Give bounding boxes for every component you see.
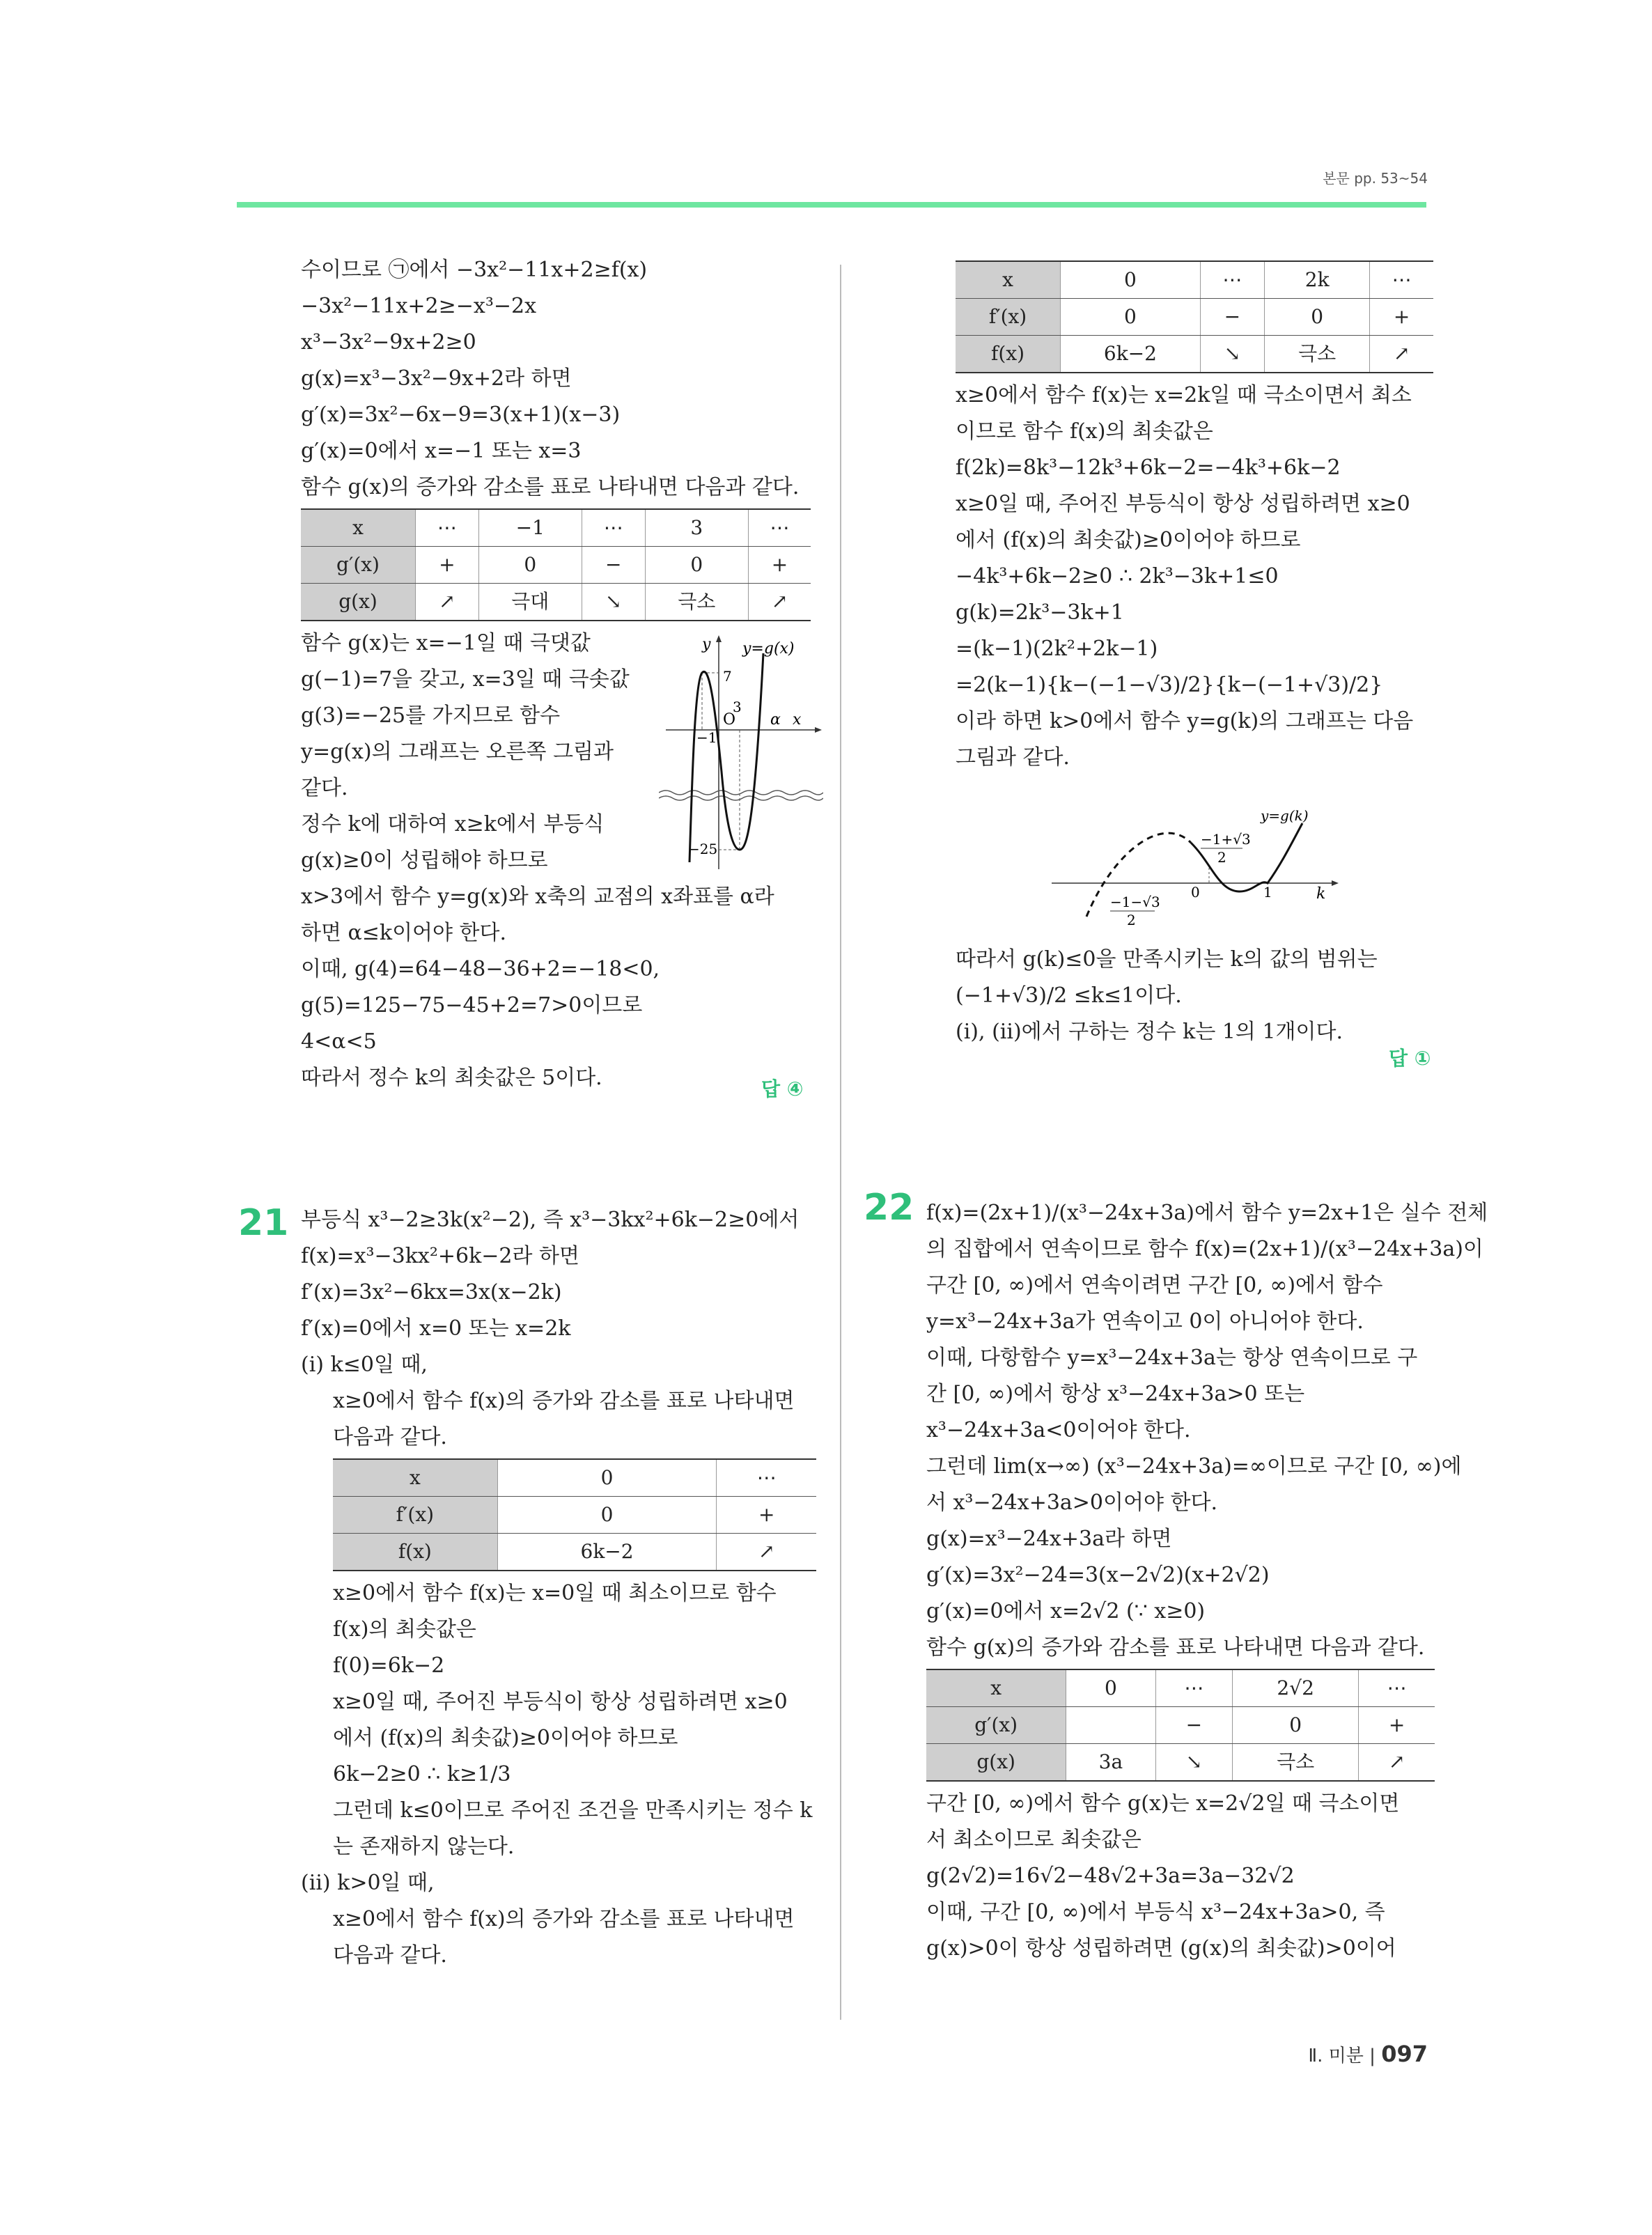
text-line: (ⅰ) k≤0일 때, — [301, 1353, 428, 1377]
page-reference: 본문 pp. 53~54 — [1323, 170, 1428, 187]
text-line: 서 x³−24x+3a>0이어야 한다. — [926, 1490, 1217, 1515]
problem-number: 22 — [864, 1187, 914, 1229]
text-line: f′(x)=3x²−6kx=3x(x−2k) — [301, 1280, 562, 1305]
gk-graph — [1052, 801, 1344, 940]
text-line: 이므로 함수 f(x)의 최솟값은 — [956, 419, 1213, 444]
footer-section: Ⅱ. 미분 | — [1308, 2046, 1382, 2066]
table-row — [956, 261, 1433, 299]
table-cell: + — [748, 547, 811, 584]
table-row — [301, 584, 811, 621]
text-line: g′(x)=3x²−24=3(x−2√2)(x+2√2) — [926, 1563, 1270, 1587]
table-cell: ⋯ — [416, 509, 479, 547]
row-header: x — [333, 1459, 497, 1497]
text-line: 부등식 x³−2≥3k(x²−2), 즉 x³−3kx²+6k−2≥0에서 — [301, 1208, 800, 1232]
table-cell: 6k−2 — [497, 1534, 717, 1571]
text-line: 다음과 같다. — [333, 1425, 447, 1449]
variation-table-g-22 — [926, 1669, 1435, 1782]
table-row — [956, 299, 1433, 336]
text-line: 그림과 같다. — [956, 745, 1070, 770]
text-line: f(x)=x³−3kx²+6k−2라 하면 — [301, 1244, 579, 1268]
origin-label: O — [723, 711, 736, 729]
text-line: 4<α<5 — [301, 1029, 377, 1054]
table-cell: 0 — [497, 1459, 717, 1497]
text-line: =(k−1)(2k²+2k−1) — [956, 637, 1158, 661]
curve-label: y=g(k) — [1261, 807, 1309, 824]
tick-3: 3 — [733, 699, 742, 715]
table-row — [956, 336, 1433, 373]
table-row — [301, 547, 811, 584]
tick-7: 7 — [723, 668, 732, 685]
variation-table-g — [301, 508, 811, 621]
text-line: g(2√2)=16√2−48√2+3a=3a−32√2 — [926, 1864, 1295, 1888]
table-cell: ⋯ — [717, 1459, 816, 1497]
table-cell: + — [717, 1497, 816, 1534]
text-line: 그런데 lim(x→∞) (x³−24x+3a)=∞이므로 구간 [0, ∞)에 — [926, 1454, 1462, 1479]
row-header: f′(x) — [333, 1497, 497, 1534]
table-cell: + — [1359, 1707, 1435, 1744]
variation-table-f-case1 — [333, 1458, 816, 1571]
root-positive-num: −1+√3 — [1201, 831, 1251, 848]
axis-y-label: y — [702, 636, 711, 653]
solution-lines — [956, 377, 1436, 776]
problem-number: 21 — [238, 1202, 289, 1244]
table-cell: 극대 — [478, 584, 582, 621]
tick-minus1: −1 — [696, 729, 717, 746]
solution-lines — [926, 1786, 1436, 1967]
table-cell: 극소 — [1233, 1744, 1359, 1782]
text-line: 정수 k에 대하여 x≥k에서 부등식 — [301, 812, 605, 836]
text-line: 에서 (f(x)의 최솟값)≥0이어야 하므로 — [956, 528, 1301, 552]
table-cell: −1 — [478, 509, 582, 547]
text-line: 따라서 정수 k의 최솟값은 5이다. — [301, 1066, 602, 1090]
text-line: g(3)=−25를 가지므로 함수 — [301, 703, 561, 728]
text-line: 서 최소이므로 최솟값은 — [926, 1828, 1141, 1852]
solution-lines — [301, 1383, 816, 1456]
answer-label: 답 ④ — [761, 1077, 804, 1100]
solution-lines — [926, 1195, 1488, 1666]
table-cell: 0 — [1265, 299, 1370, 336]
axis-x-label: x — [793, 711, 802, 729]
table-row — [926, 1744, 1435, 1782]
one-label: 1 — [1263, 884, 1272, 901]
header-rule — [237, 202, 1426, 208]
text-line: f(0)=6k−2 — [333, 1653, 445, 1678]
text-line: x≥0에서 함수 f(x)는 x=0일 때 최소이므로 함수 — [333, 1581, 777, 1605]
text-line: 함수 g(x)의 증가와 감소를 표로 나타내면 다음과 같다. — [926, 1635, 1425, 1660]
table-cell: ↘ — [582, 584, 645, 621]
text-line: =2(k−1){k−(−1−√3)/2}{k−(−1+√3)/2} — [956, 673, 1383, 697]
table-cell: 0 — [1061, 261, 1201, 299]
table-cell: 2√2 — [1233, 1669, 1359, 1707]
text-line: g(−1)=7을 갖고, x=3일 때 극솟값 — [301, 667, 630, 692]
right-top-column — [956, 260, 1436, 776]
column-divider — [840, 265, 841, 2020]
row-header: f′(x) — [956, 299, 1061, 336]
right-top-column-bottom — [956, 942, 1436, 1050]
text-line: f(x)=(2x+1)/(x³−24x+3a)에서 함수 y=2x+1은 실수 전체 — [926, 1201, 1488, 1225]
table-cell: 0 — [497, 1497, 717, 1534]
text-line: g(5)=125−75−45+2=7>0이므로 — [301, 993, 643, 1018]
text-line: x≥0에서 함수 f(x)의 증가와 감소를 표로 나타내면 — [333, 1389, 795, 1413]
text-line: 같다. — [301, 776, 348, 800]
problem-22-column — [926, 1195, 1488, 1967]
text-line: g(x)≥0이 성립해야 하므로 — [301, 848, 548, 873]
table-cell: − — [1200, 299, 1264, 336]
table-cell: 0 — [1233, 1707, 1359, 1744]
text-line: 이때, 다항함수 y=x³−24x+3a는 항상 연속이므로 구 — [926, 1346, 1418, 1370]
k-axis-label: k — [1316, 885, 1326, 903]
text-line: 6k−2≥0 ∴ k≥1/3 — [333, 1762, 511, 1786]
text-line: x≥0에서 함수 f(x)는 x=2k일 때 극소이면서 최소 — [956, 383, 1412, 407]
text-line: x>3에서 함수 y=g(x)와 x축의 교점의 x좌표를 α라 — [301, 885, 774, 909]
row-header: x — [956, 261, 1061, 299]
table-cell: 0 — [645, 547, 748, 584]
text-line: 구간 [0, ∞)에서 함수 g(x)는 x=2√2일 때 극소이면 — [926, 1791, 1400, 1816]
table-cell: 극소 — [645, 584, 748, 621]
text-line: f(x)의 최솟값은 — [333, 1617, 476, 1642]
table-cell: 3a — [1066, 1744, 1155, 1782]
text-line: g(k)=2k³−3k+1 — [956, 600, 1124, 625]
table-row — [301, 509, 811, 547]
text-line: g′(x)=0에서 x=2√2 (∵ x≥0) — [926, 1599, 1206, 1623]
table-cell: ↘ — [1200, 336, 1264, 373]
tick-minus25: −25 — [688, 841, 718, 857]
row-header: x — [301, 509, 416, 547]
text-line: 그런데 k≤0이므로 주어진 조건을 만족시키는 정수 k — [333, 1798, 813, 1823]
answer-label: 답 ① — [1389, 1047, 1431, 1070]
table-cell: 6k−2 — [1061, 336, 1201, 373]
table-cell: ⋯ — [1200, 261, 1264, 299]
row-header: g′(x) — [301, 547, 416, 584]
root-negative-num: −1−√3 — [1110, 894, 1160, 910]
table-cell: ⋯ — [748, 509, 811, 547]
table-row — [926, 1707, 1435, 1744]
text-line: x≥0에서 함수 f(x)의 증가와 감소를 표로 나타내면 — [333, 1907, 795, 1931]
text-line: (−1+√3)/2 ≤k≤1이다. — [956, 983, 1182, 1008]
text-line: 의 집합에서 연속이므로 함수 f(x)=(2x+1)/(x³−24x+3a)이 — [926, 1237, 1483, 1261]
row-header: f(x) — [333, 1534, 497, 1571]
text-line: 이때, 구간 [0, ∞)에서 부등식 x³−24x+3a>0, 즉 — [926, 1900, 1385, 1924]
table-cell: − — [1155, 1707, 1233, 1744]
table-cell: ↗ — [748, 584, 811, 621]
text-line: g′(x)=3x²−6x−9=3(x+1)(x−3) — [301, 403, 621, 427]
text-line: 하면 α≤k이어야 한다. — [301, 921, 507, 945]
text-line: −3x²−11x+2≥−x³−2x — [301, 294, 536, 318]
text-line: g(x)>0이 항상 성립하려면 (g(x)의 최솟값)>0이어 — [926, 1936, 1396, 1961]
row-header: g(x) — [926, 1744, 1066, 1782]
table-cell: ⋯ — [1155, 1669, 1233, 1707]
curve-label: y=g(x) — [742, 640, 795, 657]
text-line: 함수 g(x)는 x=−1일 때 극댓값 — [301, 631, 591, 655]
text-line: g(x)=x³−3x²−9x+2라 하면 — [301, 366, 572, 391]
table-cell: ↗ — [1370, 336, 1433, 373]
text-line: g′(x)=0에서 x=−1 또는 x=3 — [301, 439, 582, 463]
table-cell: ⋯ — [1359, 1669, 1435, 1707]
solution-lines — [956, 942, 1436, 1050]
table-cell: 극소 — [1265, 336, 1370, 373]
text-line: x³−3x²−9x+2≥0 — [301, 330, 476, 355]
solution-lines — [301, 625, 663, 879]
text-line: 간 [0, ∞)에서 항상 x³−24x+3a>0 또는 — [926, 1382, 1305, 1406]
text-line: x³−24x+3a<0이어야 한다. — [926, 1418, 1191, 1442]
table-row — [333, 1497, 816, 1534]
text-line: 에서 (f(x)의 최솟값)≥0이어야 하므로 — [333, 1726, 678, 1750]
table-cell: ↗ — [416, 584, 479, 621]
text-line: f′(x)=0에서 x=0 또는 x=2k — [301, 1316, 571, 1341]
table-cell: 0 — [1061, 299, 1201, 336]
table-cell: ↗ — [1359, 1744, 1435, 1782]
text-line: 이라 하면 k>0에서 함수 y=g(k)의 그래프는 다음 — [956, 709, 1414, 733]
cubic-graph — [659, 632, 823, 890]
root-positive-den: 2 — [1217, 849, 1226, 866]
text-line: y=x³−24x+3a가 연속이고 0이 아니어야 한다. — [926, 1309, 1364, 1334]
text-line: 따라서 g(k)≤0을 만족시키는 k의 값의 범위는 — [956, 947, 1378, 972]
table-cell: 0 — [478, 547, 582, 584]
text-line: 는 존재하지 않는다. — [333, 1835, 515, 1859]
case-2-label: (ⅱ) k>0일 때, — [301, 1871, 435, 1895]
row-header: x — [926, 1669, 1066, 1707]
text-line: f(2k)=8k³−12k³+6k−2=−4k³+6k−2 — [956, 455, 1341, 480]
table-cell: ↗ — [717, 1534, 816, 1571]
text-line: 이때, g(4)=64−48−36+2=−18<0, — [301, 957, 660, 981]
table-row — [926, 1669, 1435, 1707]
variation-table-f — [956, 260, 1433, 373]
table-row — [333, 1534, 816, 1571]
text-line: (ⅰ), (ⅱ)에서 구하는 정수 k는 1의 1개이다. — [956, 1020, 1343, 1044]
table-cell: ⋯ — [1370, 261, 1433, 299]
text-line: 다음과 같다. — [333, 1943, 447, 1968]
row-header: f(x) — [956, 336, 1061, 373]
solution-lines — [301, 1901, 816, 1974]
text-line: −4k³+6k−2≥0 ∴ 2k³−3k+1≤0 — [956, 564, 1279, 589]
table-cell: ⋯ — [582, 509, 645, 547]
text-line: 함수 g(x)의 증가와 감소를 표로 나타내면 다음과 같다. — [301, 475, 800, 499]
solution-lines — [301, 879, 816, 1096]
table-cell: − — [582, 547, 645, 584]
solution-lines — [301, 1575, 816, 1865]
text-line: x≥0일 때, 주어진 부등식이 항상 성립하려면 x≥0 — [333, 1690, 788, 1714]
table-cell: 3 — [645, 509, 748, 547]
solution-lines — [301, 252, 816, 506]
solution-lines — [301, 1202, 816, 1383]
table-row — [333, 1459, 816, 1497]
table-wrap — [301, 1458, 816, 1571]
page-footer — [1308, 2041, 1428, 2067]
text-line: x≥0일 때, 주어진 부등식이 항상 성립하려면 x≥0 — [956, 492, 1410, 516]
table-cell — [1066, 1707, 1155, 1744]
alpha-label: α — [770, 711, 781, 729]
table-cell: 2k — [1265, 261, 1370, 299]
root-negative-den: 2 — [1127, 912, 1136, 928]
page-number: 097 — [1381, 2041, 1428, 2067]
table-cell: + — [1370, 299, 1433, 336]
text-line: 수이므로 ㉠에서 −3x²−11x+2≥f(x) — [301, 258, 648, 282]
row-header: g(x) — [301, 584, 416, 621]
table-cell: + — [416, 547, 479, 584]
text-line: 구간 [0, ∞)에서 연속이려면 구간 [0, ∞)에서 함수 — [926, 1273, 1383, 1298]
text-line: g(x)=x³−24x+3a라 하면 — [926, 1527, 1172, 1551]
text-line: y=g(x)의 그래프는 오른쪽 그림과 — [301, 740, 614, 764]
table-cell: 0 — [1066, 1669, 1155, 1707]
zero-label: 0 — [1191, 884, 1200, 901]
problem-21-column — [301, 1202, 816, 1974]
row-header: g′(x) — [926, 1707, 1066, 1744]
table-cell: ↘ — [1155, 1744, 1233, 1782]
